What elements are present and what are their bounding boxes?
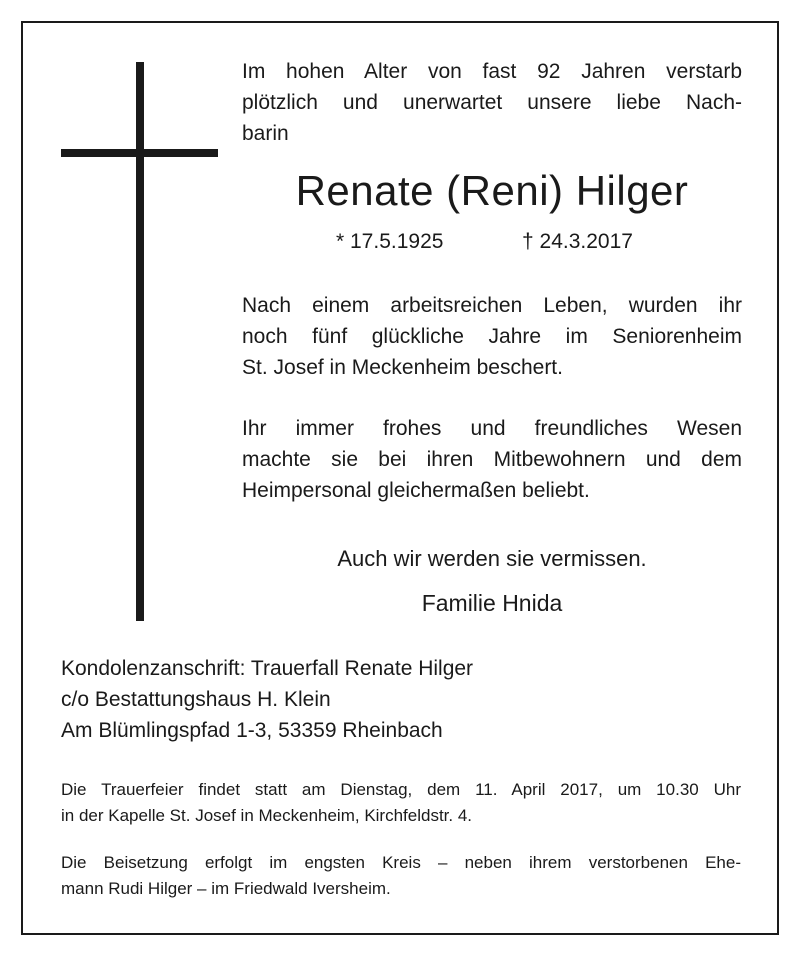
character-paragraph bbox=[242, 413, 742, 506]
cross-vertical-bar bbox=[136, 62, 144, 621]
birth-date: * 17.5.1925 bbox=[336, 230, 444, 253]
notice-line: Die Beisetzung erfolgt im engsten Kreis – neben ihrem verstorbenen Ehe- bbox=[61, 853, 741, 872]
paragraph-line: Heimpersonal gleichermaßen beliebt. bbox=[242, 479, 590, 502]
paragraph-line: machte sie bei ihren Mitbewohnern und dem bbox=[242, 448, 742, 471]
closing-line: Auch wir werden sie vermissen. bbox=[337, 546, 647, 571]
notice-line: mann Rudi Hilger – im Friedwald Iversheim. bbox=[61, 879, 391, 898]
address-line: c/o Bestattungshaus H. Klein bbox=[61, 688, 331, 711]
notice-line: Die Trauerfeier findet statt am Dienstag, dem 11. April 2017, um 10.30 Uhr bbox=[61, 780, 741, 799]
intro-text bbox=[242, 56, 742, 149]
address-line: Kondolenzanschrift: Trauerfall Renate Hilger bbox=[61, 657, 474, 680]
life-paragraph bbox=[242, 290, 742, 383]
death-date: † 24.3.2017 bbox=[522, 230, 633, 253]
paragraph-line: Nach einem arbeitsreichen Leben, wurden ihr bbox=[242, 294, 742, 317]
paragraph-line: Ihr immer frohes und freundliches Wesen bbox=[242, 417, 742, 440]
intro-line: plötzlich und unerwartet unsere liebe Nach- bbox=[242, 91, 742, 114]
intro-line: barin bbox=[242, 122, 289, 145]
paragraph-line: noch fünf glückliche Jahre im Seniorenheim bbox=[242, 325, 742, 348]
address-line: Am Blümlingspfad 1-3, 53359 Rheinbach bbox=[61, 719, 443, 742]
cross-horizontal-bar bbox=[61, 149, 218, 157]
condolence-address bbox=[61, 653, 473, 746]
notice-line: in der Kapelle St. Josef in Meckenheim, Kirchfeldstr. 4. bbox=[61, 806, 473, 825]
signature: Familie Hnida bbox=[421, 590, 563, 616]
deceased-name: Renate (Reni) Hilger bbox=[295, 167, 689, 214]
intro-line: Im hohen Alter von fast 92 Jahren verstarb bbox=[242, 60, 742, 83]
funeral-service-notice bbox=[61, 777, 741, 829]
paragraph-line: St. Josef in Meckenheim beschert. bbox=[242, 356, 563, 379]
burial-notice bbox=[61, 850, 741, 902]
